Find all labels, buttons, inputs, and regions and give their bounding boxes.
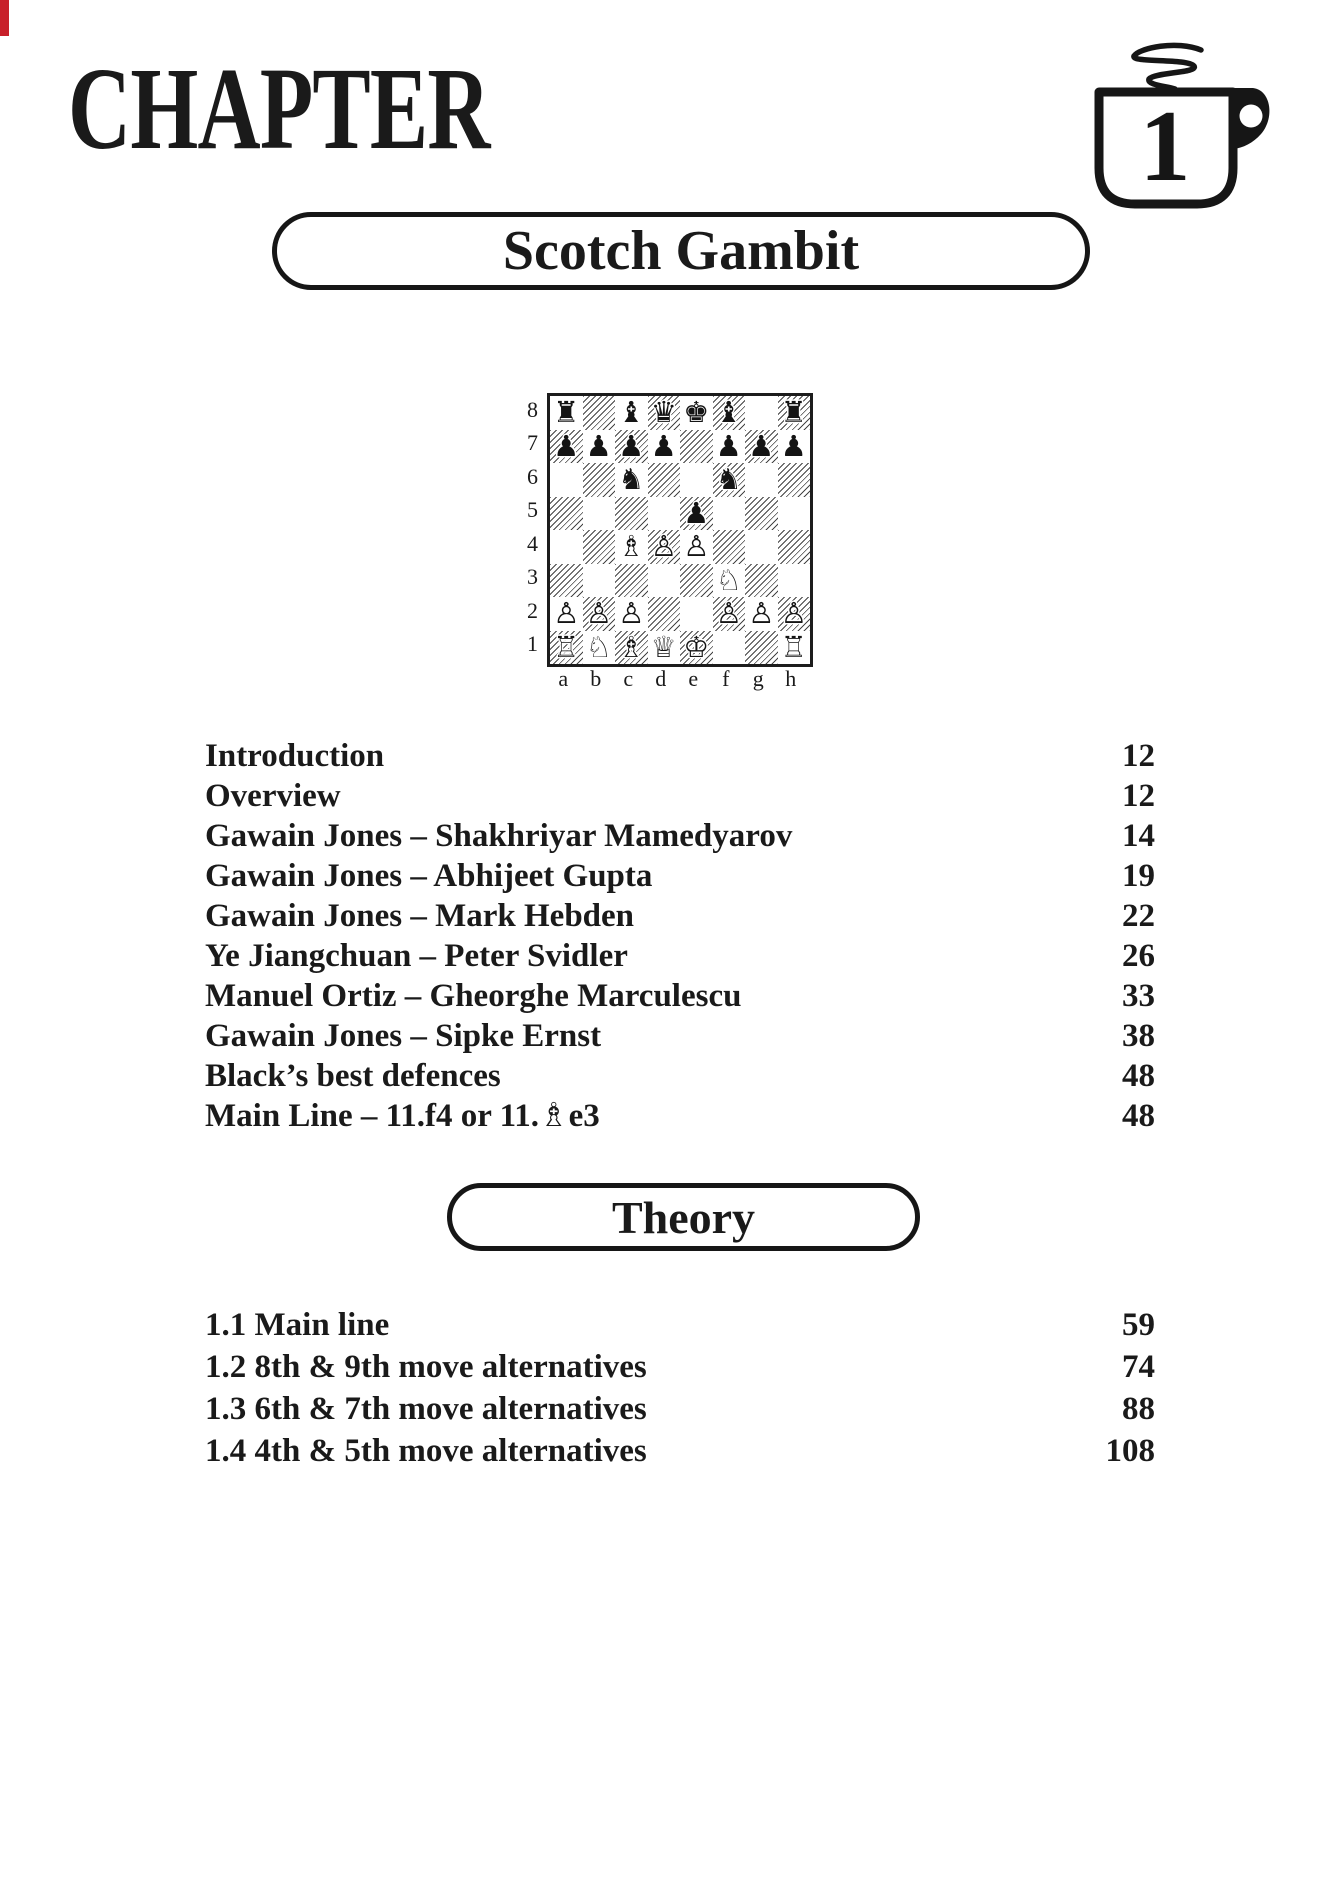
contents-item [205, 976, 1155, 1016]
square-f3 [713, 564, 746, 598]
piece-black-pawn: ♟ [683, 495, 710, 530]
square-f2 [713, 597, 746, 631]
chapter-title: Scotch Gambit [502, 220, 860, 282]
square-d7 [648, 430, 681, 464]
square-g8 [745, 396, 778, 430]
file-label-g: g [752, 666, 764, 691]
file-label-a: a [558, 666, 569, 691]
theory-item-label: 1.2 8th & 9th move alternatives [205, 1349, 647, 1385]
square-e1 [680, 631, 713, 665]
chapter-cup-badge [1085, 22, 1283, 220]
contents-item-page: 38 [1122, 1018, 1155, 1054]
contents-list [205, 736, 1155, 1136]
file-label-d: d [655, 666, 667, 691]
chess-board [547, 393, 813, 667]
square-d5 [648, 497, 681, 531]
theory-item-page: 108 [1105, 1433, 1155, 1469]
square-g3 [745, 564, 778, 598]
piece-black-rook: ♜ [553, 395, 580, 430]
file-label-c: c [623, 666, 634, 691]
rank-label-2: 2 [527, 597, 538, 623]
square-b3 [583, 564, 616, 598]
contents-item [205, 1056, 1155, 1096]
piece-black-queen: ♛ [650, 395, 677, 430]
square-f8 [713, 396, 746, 430]
square-c7 [615, 430, 648, 464]
square-g2 [745, 597, 778, 631]
square-c2 [615, 597, 648, 631]
square-b6 [583, 463, 616, 497]
square-e8 [680, 396, 713, 430]
square-b8 [583, 396, 616, 430]
contents-item-label: Gawain Jones – Abhijeet Gupta [205, 858, 653, 894]
square-g4 [745, 530, 778, 564]
rank-label-4: 4 [527, 530, 538, 556]
square-e2 [680, 597, 713, 631]
board-rank-labels [500, 393, 538, 661]
piece-white-bishop: ♗ [618, 529, 645, 564]
piece-white-knight: ♘ [715, 562, 742, 597]
square-b1 [583, 631, 616, 665]
piece-black-pawn: ♟ [618, 428, 645, 463]
piece-black-pawn: ♟ [553, 428, 580, 463]
square-g1 [745, 631, 778, 665]
square-d8 [648, 396, 681, 430]
square-g7 [745, 430, 778, 464]
contents-item-page: 33 [1122, 978, 1155, 1014]
theory-item-page: 88 [1122, 1391, 1155, 1427]
piece-black-bishop: ♝ [618, 395, 645, 430]
square-h2 [778, 597, 811, 631]
square-e5 [680, 497, 713, 531]
piece-white-pawn: ♙ [780, 596, 807, 631]
square-g6 [745, 463, 778, 497]
square-h3 [778, 564, 811, 598]
square-c3 [615, 564, 648, 598]
square-b7 [583, 430, 616, 464]
piece-black-pawn: ♟ [780, 428, 807, 463]
contents-item-label: Ye Jiangchuan – Peter Svidler [205, 938, 628, 974]
contents-item [205, 936, 1155, 976]
piece-white-queen: ♕ [650, 629, 677, 664]
piece-white-pawn: ♙ [618, 596, 645, 631]
contents-item-page: 48 [1122, 1058, 1155, 1094]
piece-white-pawn: ♙ [650, 529, 677, 564]
rank-label-5: 5 [527, 497, 538, 523]
piece-white-pawn: ♙ [715, 596, 742, 631]
piece-black-pawn: ♟ [748, 428, 775, 463]
piece-white-knight: ♘ [585, 629, 612, 664]
contents-item-page: 26 [1122, 938, 1155, 974]
square-h7 [778, 430, 811, 464]
theory-item [205, 1304, 1155, 1346]
contents-item [205, 776, 1155, 816]
contents-item-label: Overview [205, 778, 341, 814]
square-a5 [550, 497, 583, 531]
theory-item [205, 1388, 1155, 1430]
square-f4 [713, 530, 746, 564]
square-d2 [648, 597, 681, 631]
piece-white-pawn: ♙ [585, 596, 612, 631]
piece-black-knight: ♞ [618, 462, 645, 497]
square-h4 [778, 530, 811, 564]
theory-item [205, 1346, 1155, 1388]
square-a2 [550, 597, 583, 631]
piece-white-bishop: ♗ [618, 629, 645, 664]
piece-white-rook: ♖ [553, 629, 580, 664]
square-h1 [778, 631, 811, 665]
square-e6 [680, 463, 713, 497]
square-b5 [583, 497, 616, 531]
contents-item-label: Black’s best defences [205, 1058, 501, 1094]
square-d4 [648, 530, 681, 564]
theory-item-label: 1.4 4th & 5th move alternatives [205, 1433, 647, 1469]
file-label-h: h [785, 666, 797, 691]
square-f6 [713, 463, 746, 497]
piece-white-king: ♔ [683, 629, 710, 664]
square-a1 [550, 631, 583, 665]
contents-item [205, 816, 1155, 856]
cup-handle-hole [1240, 105, 1263, 128]
square-h6 [778, 463, 811, 497]
contents-item [205, 896, 1155, 936]
file-label-e: e [688, 666, 699, 691]
square-g5 [745, 497, 778, 531]
square-c6 [615, 463, 648, 497]
contents-item-page: 19 [1122, 858, 1155, 894]
piece-black-pawn: ♟ [715, 428, 742, 463]
piece-black-rook: ♜ [780, 395, 807, 430]
contents-item-label: Manuel Ortiz – Gheorghe Marculescu [205, 978, 742, 1014]
square-h8 [778, 396, 811, 430]
file-label-b: b [590, 666, 602, 691]
rank-label-8: 8 [527, 396, 538, 422]
piece-white-pawn: ♙ [553, 596, 580, 631]
square-b2 [583, 597, 616, 631]
contents-item-label: Gawain Jones – Shakhriyar Mamedyarov [205, 818, 793, 854]
piece-black-bishop: ♝ [715, 395, 742, 430]
contents-item-page: 12 [1122, 738, 1155, 774]
contents-item-page: 12 [1122, 778, 1155, 814]
contents-item-label: Gawain Jones – Sipke Ernst [205, 1018, 602, 1054]
rank-label-7: 7 [527, 430, 538, 456]
theory-item-label: 1.3 6th & 7th move alternatives [205, 1391, 647, 1427]
file-label-f: f [722, 666, 730, 691]
square-c4 [615, 530, 648, 564]
rank-label-3: 3 [527, 564, 538, 590]
square-f1 [713, 631, 746, 665]
piece-black-pawn: ♟ [585, 428, 612, 463]
square-d3 [648, 564, 681, 598]
contents-item [205, 1096, 1155, 1136]
square-d6 [648, 463, 681, 497]
theory-item-label: 1.1 Main line [205, 1307, 390, 1343]
square-d1 [648, 631, 681, 665]
piece-white-rook: ♖ [780, 629, 807, 664]
theory-item [205, 1430, 1155, 1472]
square-b4 [583, 530, 616, 564]
square-e3 [680, 564, 713, 598]
square-f5 [713, 497, 746, 531]
square-a7 [550, 430, 583, 464]
contents-item-page: 48 [1122, 1098, 1155, 1134]
chapter-title-pill [272, 212, 1090, 290]
square-a4 [550, 530, 583, 564]
contents-item-label: Gawain Jones – Mark Hebden [205, 898, 635, 934]
steam-icon [1134, 45, 1201, 89]
square-c5 [615, 497, 648, 531]
board-file-labels [547, 666, 813, 692]
contents-item-label: Main Line – 11.f4 or 11.♗e3 [205, 1098, 600, 1134]
piece-black-king: ♚ [683, 395, 710, 430]
chapter-number: 1 [1139, 90, 1191, 203]
square-c8 [615, 396, 648, 430]
square-a3 [550, 564, 583, 598]
theory-item-page: 74 [1122, 1349, 1155, 1385]
square-e4 [680, 530, 713, 564]
square-e7 [680, 430, 713, 464]
page-corner-mark [0, 0, 9, 36]
theory-pill [447, 1183, 920, 1251]
piece-white-pawn: ♙ [683, 529, 710, 564]
square-a6 [550, 463, 583, 497]
theory-heading: Theory [611, 1191, 756, 1243]
contents-item [205, 736, 1155, 776]
piece-black-knight: ♞ [715, 462, 742, 497]
square-f7 [713, 430, 746, 464]
contents-item-label: Introduction [205, 738, 385, 774]
contents-item-page: 22 [1122, 898, 1155, 934]
square-c1 [615, 631, 648, 665]
square-h5 [778, 497, 811, 531]
theory-item-page: 59 [1122, 1307, 1155, 1343]
contents-item [205, 856, 1155, 896]
piece-black-pawn: ♟ [650, 428, 677, 463]
contents-item [205, 1016, 1155, 1056]
contents-item-page: 14 [1122, 818, 1155, 854]
square-a8 [550, 396, 583, 430]
chapter-heading: CHAPTER [68, 43, 490, 174]
rank-label-6: 6 [527, 463, 538, 489]
piece-white-pawn: ♙ [748, 596, 775, 631]
rank-label-1: 1 [527, 631, 538, 657]
theory-list [205, 1304, 1155, 1472]
